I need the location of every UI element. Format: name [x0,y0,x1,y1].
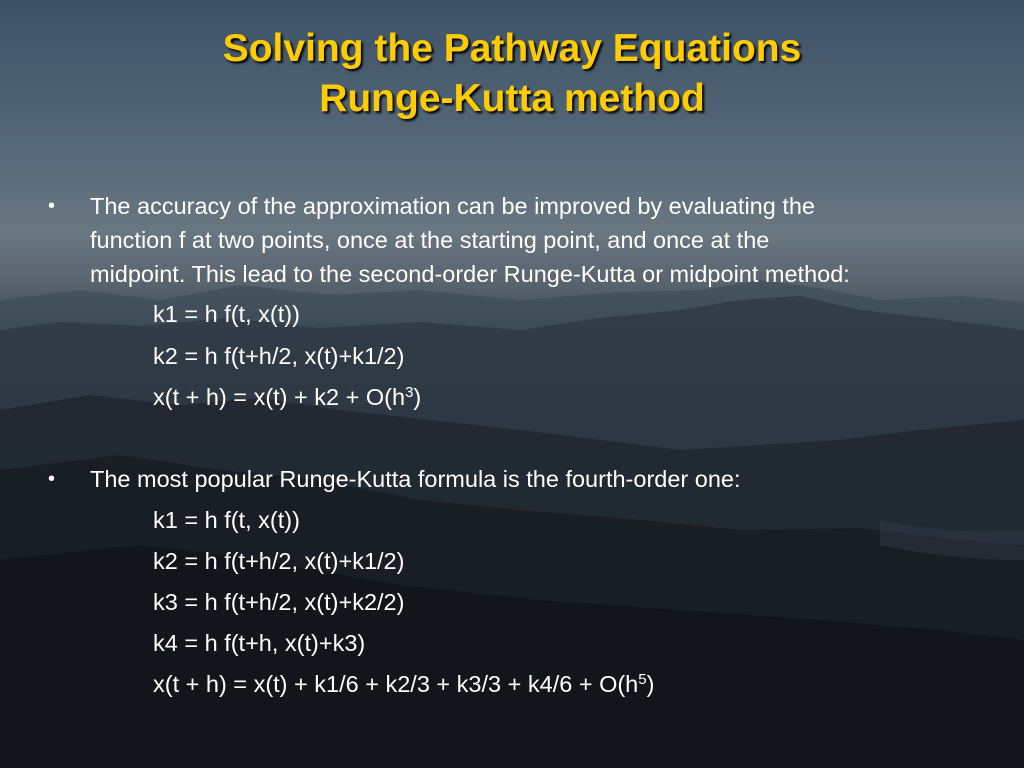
formula-k1-second-order: k1 = h f(t, x(t)) [153,301,300,327]
formula-k2-fourth-order: k2 = h f(t+h/2, x(t)+k1/2) [153,548,405,574]
title-line-1: Solving the Pathway Equations [222,27,802,70]
formula-k1-fourth-order: k1 = h f(t, x(t)) [153,507,300,533]
formula-k2-second-order: k2 = h f(t+h/2, x(t)+k1/2) [153,343,405,369]
formula-k4-fourth-order: k4 = h f(t+h, x(t)+k3) [153,630,366,656]
bullet-1-line-1: The accuracy of the approximation can be improved by evaluating the [90,193,816,219]
bullet-2-line-1: The most popular Runge-Kutta formula is the fourth-order one: [90,466,741,492]
bullet-marker-1: • [48,195,56,217]
formula-k3-fourth-order: k3 = h f(t+h/2, x(t)+k2/2) [153,589,405,615]
formula-update-fourth-order-tail: ) [646,671,655,697]
formula-update-second-order-main: x(t + h) = x(t) + k2 + O(h [153,384,406,410]
bullet-marker-2: • [48,468,56,490]
formula-update-second-order-exponent: 3 [405,384,414,401]
bullet-1-line-2: function f at two points, once at the starting point, and once at the [90,227,770,253]
formula-update-fourth-order [153,667,654,701]
formula-update-fourth-order-exponent: 5 [638,671,647,688]
bullet-1-line-3: midpoint. This lead to the second-order Runge-Kutta or midpoint method: [90,261,850,287]
formula-update-second-order-tail: ) [413,384,422,410]
formula-update-fourth-order-main: x(t + h) = x(t) + k1/6 + k2/3 + k3/3 + k4/6 + O(h [153,671,639,697]
formula-update-second-order [153,380,421,414]
title-line-2: Runge-Kutta method [319,77,705,120]
